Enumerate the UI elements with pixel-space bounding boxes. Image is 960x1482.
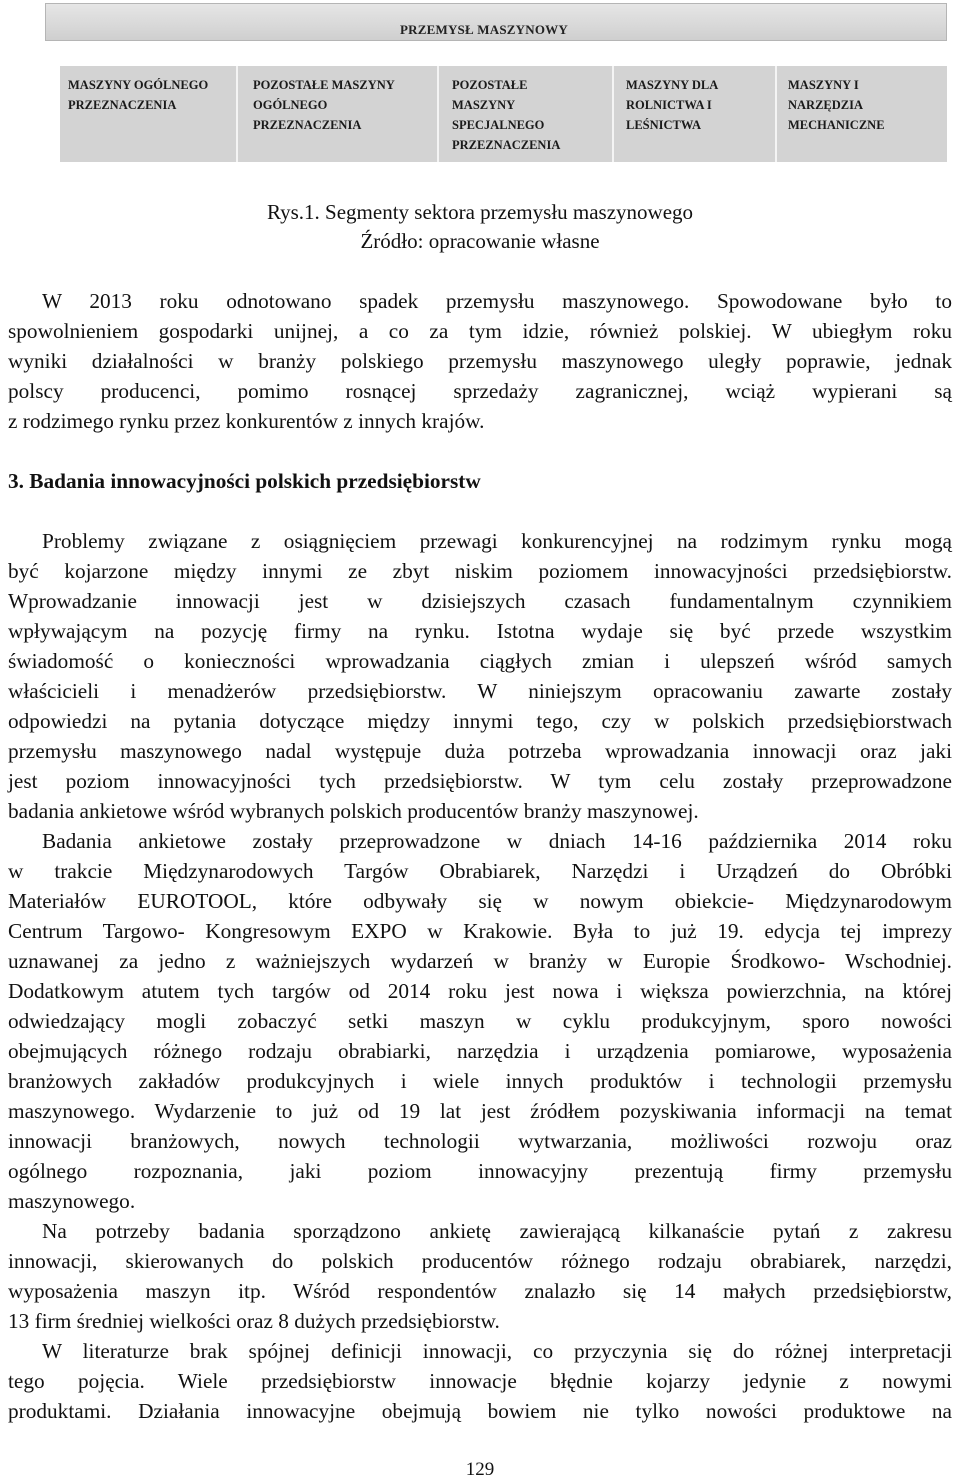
- text-line: 13 firm średniej wielkości oraz 8 dużych przedsiębiorstw.: [8, 1309, 500, 1333]
- text-line: odwiedzający mogli zobaczyć setki maszyn w cyklu produkcyjnym, sporo nowości: [8, 1009, 952, 1033]
- segment-other-special-machines: POZOSTAŁE MASZYNY SPECJALNEGO PRZEZNACZENIA: [452, 78, 561, 152]
- text-line: właścicieli i menadżerów przedsiębiorstw. W niniejszym opracowaniu zawarte zostały: [8, 679, 952, 703]
- text-line: wpływającym na pozycję firmy na rynku. Istotna wydaje się być przede wszystkim: [8, 619, 952, 643]
- text-line: z rodzimego rynku przez konkurentów z innych krajów.: [8, 409, 485, 433]
- text-line: w trakcie Międzynarodowych Targów Obrabiarek, Narzędzi i Urządzeń do Obróbki: [8, 859, 952, 883]
- segment-divider: [775, 66, 777, 162]
- segment-agriculture-forestry-machines: MASZYNY DLA ROLNICTWA I LEŚNICTWA: [626, 78, 719, 132]
- text-line: polscy producenci, pomimo rosnącej sprzedaży zagranicznej, wciąż wypierani są: [8, 379, 952, 403]
- text-line: wyposażenia maszyn itp. Wśród respondentów znalazło się 14 małych przedsiębiorstw,: [8, 1279, 952, 1303]
- text-line: Na potrzeby badania sporządzono ankietę zawierającą kilkanaście pytań z zakresu: [42, 1219, 952, 1243]
- segment-divider: [437, 66, 439, 162]
- text-line: Wprowadzanie innowacji jest w dzisiejszych czasach fundamentalnym czynnikiem: [8, 589, 952, 613]
- figure-caption: Rys.1. Segmenty sektora przemysłu maszynowego: [266, 200, 694, 224]
- text-line: Dodatkowym atutem tych targów od 2014 roku jest nowa i większa powierzchnia, na której: [8, 979, 952, 1003]
- text-line: odpowiedzi na pytania dotyczące między innymi tego, czy w polskich przedsiębiorstwach: [8, 709, 952, 733]
- text-line: maszynowego. Wydarzenie to już od 19 lat jest źródłem pozyskiwania informacji na temat: [8, 1099, 952, 1123]
- text-line: Badania ankietowe zostały przeprowadzone w dniach 14-16 października 2014 roku: [42, 829, 952, 853]
- text-line: ogólnego rozpoznania, jaki poziom innowacyjny prezentują firmy przemysłu: [8, 1159, 952, 1183]
- text-line: być kojarzone między innymi ze zbyt niskim poziomem innowacyjności przedsiębiorstw.: [8, 559, 952, 583]
- text-line: maszynowego.: [8, 1189, 136, 1213]
- text-line: wyniki działalności w branży polskiego przemysłu maszynowego uległy poprawie, jednak: [8, 349, 952, 373]
- segment-divider: [612, 66, 614, 162]
- text-line: spowolnieniem gospodarki unijnej, a co za tym idzie, również polskiej. W ubiegłym roku: [8, 319, 952, 343]
- text-line: Materiałów EUROTOOL, które odbywały się w nowym obiekcie- Międzynarodowym: [8, 889, 952, 913]
- text-line: obejmujących różnego rodzaju obrabiarki, narzędzia i urządzenia pomiarowe, wyposażenia: [8, 1039, 952, 1063]
- text-line: Problemy związane z osiągnięciem przewagi konkurencyjnej na rodzimym rynku mogą: [42, 529, 952, 553]
- text-line: innowacji, skierowanych do polskich producentów różnego rodzaju obrabiarek, narzędzi,: [8, 1249, 952, 1273]
- section-heading: 3. Badania innowacyjności polskich przedsiębiorstw: [8, 469, 481, 493]
- text-line: produktami. Działania innowacyjne obejmują bowiem nie tylko nowości produktowe na: [8, 1399, 952, 1423]
- text-line: W literaturze brak spójnej definicji innowacji, co przyczynia się do różnej interpretacji: [42, 1339, 952, 1363]
- text-line: innowacji branżowych, nowych technologii wytwarzania, możliwości rozwoju oraz: [8, 1129, 952, 1153]
- text-line: Centrum Targowo- Kongresowym EXPO w Krakowie. Była to już 19. edycja tej imprezy: [8, 919, 952, 943]
- page-number: 129: [465, 1459, 495, 1480]
- text-line: W 2013 roku odnotowano spadek przemysłu maszynowego. Spowodowane było to: [42, 289, 952, 313]
- segment-divider: [236, 66, 238, 162]
- text-line: świadomość o konieczności wprowadzania ciągłych zmian i ulepszeń wśród samych: [8, 649, 952, 673]
- segment-machine-tools: MASZYNY I NARZĘDZIA MECHANICZNE: [788, 78, 885, 132]
- industry-segments-diagram: [0, 0, 960, 180]
- diagram-root-label: PRZEMYSŁ MASZYNOWY: [400, 22, 568, 37]
- text-line: przemysłu maszynowego nadal występuje duża potrzeba wprowadzania innowacji oraz jaki: [8, 739, 952, 763]
- segment-general-machines: MASZYNY OGÓLNEGO PRZEZNACZENIA: [68, 78, 209, 112]
- text-line: tego pojęcia. Wiele przedsiębiorstw innowacje błędnie kojarzy jedynie z nowymi: [8, 1369, 952, 1393]
- text-line: branżowych zakładów produkcyjnych i wiele innych produktów i technologii przemysłu: [8, 1069, 952, 1093]
- figure-source: Źródło: opracowanie własne: [360, 229, 600, 253]
- text-line: badania ankietowe wśród wybranych polskich producentów branży maszynowej.: [8, 799, 699, 823]
- text-line: uznawanej za jedno z ważniejszych wydarzeń w branży w Europie Środkowo- Wschodniej.: [8, 949, 952, 973]
- text-line: jest poziom innowacyjności tych przedsiębiorstw. W tym celu zostały przeprowadzone: [8, 769, 952, 793]
- segment-other-general-machines: POZOSTAŁE MASZYNY OGÓLNEGO PRZEZNACZENIA: [253, 78, 395, 132]
